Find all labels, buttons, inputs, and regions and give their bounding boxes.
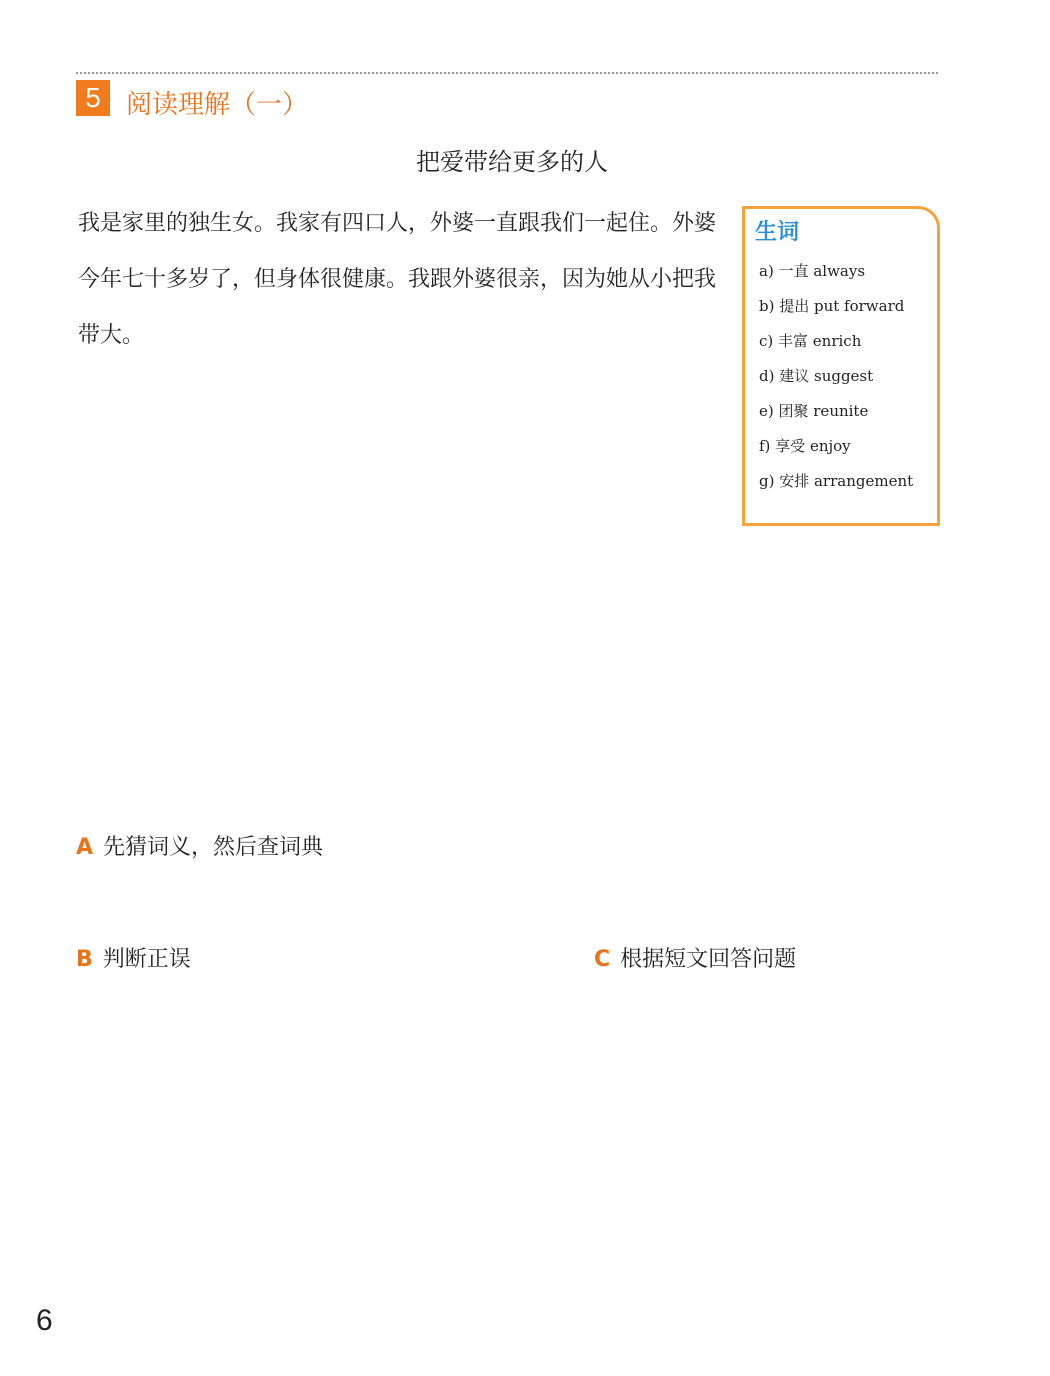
- section-title: 阅读理解（一）: [126, 90, 309, 120]
- page-number: 6: [36, 1304, 53, 1337]
- section-number: 5: [76, 80, 110, 116]
- passage-title: 把爱带给更多的人: [416, 148, 608, 176]
- vocab-item: d) 建议 suggest: [759, 367, 874, 385]
- vocab-item: c) 丰富 enrich: [759, 332, 862, 350]
- exercise-b-heading: B 判断正误: [76, 947, 191, 972]
- passage-paragraph: 我是家里的独生女。我家有四口人，外婆一直跟我们一起住。外婆今年七十多岁了，但身体很健康。我跟外婆很亲，因为她从小把我带大。: [78, 211, 717, 348]
- vocab-item: f) 享受 enjoy: [759, 437, 851, 455]
- vocab-heading: 生词: [755, 220, 800, 245]
- top-rule: [76, 72, 938, 74]
- vocab-box: [742, 206, 940, 526]
- vocab-item: a) 一直 always: [759, 262, 866, 280]
- vocab-item: g) 安排 arrangement: [759, 472, 914, 490]
- vocab-item: e) 团聚 reunite: [759, 402, 869, 420]
- exercise-c-heading: C 根据短文回答问题: [594, 947, 797, 972]
- exercise-a-heading: A 先猜词义，然后查词典: [76, 835, 324, 860]
- vocab-item: b) 提出 put forward: [759, 297, 905, 315]
